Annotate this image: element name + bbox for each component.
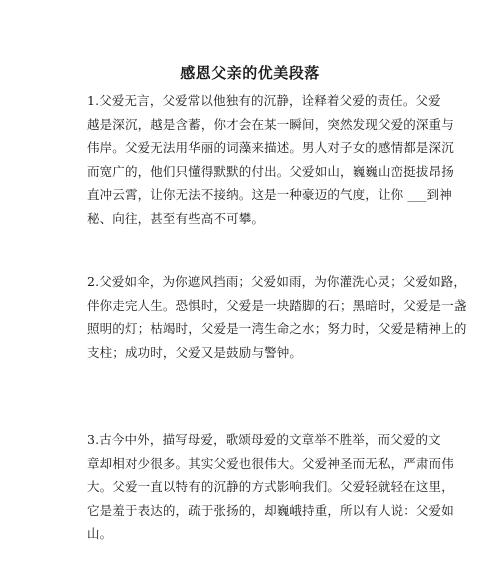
paragraph-line: 1.父爱无言，父爱常以他独有的沉静，诠释着父爱的责任。父爱 bbox=[87, 93, 441, 108]
paragraph-line: 支柱；成功时，父爱又是鼓励与警钟。 bbox=[87, 344, 303, 360]
paragraph-line: 而宽广的，他们只懂得默默的付出。父爱如山，巍巍山峦挺拔昂扬 bbox=[87, 163, 454, 179]
paragraph-line: 2.父爱如伞，为你遮风挡雨；父爱如雨，为你灌洗心灵；父爱如路， bbox=[87, 274, 467, 289]
paragraph-line: 山。 bbox=[87, 526, 113, 541]
paragraph-line: 越是深沉，越是含蓄，你才会在某一瞬间，突然发现父爱的深重与 bbox=[87, 116, 454, 132]
paragraph-line: 它是羞于表达的，疏于张扬的，却巍峨持重，所以有人说：父爱如 bbox=[87, 502, 454, 518]
paragraph-line: 3.古今中外，描写母爱，歌颂母爱的文章举不胜举，而父爱的文 bbox=[87, 432, 441, 447]
paragraph-line: 直冲云霄，让你无法不接纳。这是一种豪迈的气度，让你 ___到神 bbox=[87, 187, 452, 202]
paragraph-3 bbox=[87, 428, 454, 546]
paragraph-line: 大。父爱一直以特有的沉静的方式影响我们。父爱轻就轻在这里， bbox=[87, 479, 454, 494]
paragraph-line: 章却相对少很多。其实父爱也很伟大。父爱神圣而无私，严肃而伟 bbox=[87, 455, 454, 471]
paragraph-line: 伴你走完人生。恐惧时，父爱是一块踏脚的石；黑暗时，父爱是一盏 bbox=[87, 297, 467, 313]
paragraph-line: 照明的灯；枯竭时，父爱是一湾生命之水；努力时，父爱是精神上的 bbox=[87, 321, 467, 336]
paragraph-line: 秘、向往，甚至有些高不可攀。 bbox=[87, 210, 265, 226]
paragraph-2 bbox=[87, 270, 467, 364]
paragraph-line: 伟岸。父爱无法用华丽的词藻来描述。男人对子女的感情都是深沉 bbox=[87, 140, 454, 155]
document-title: 感恩父亲的优美段落 bbox=[180, 64, 320, 82]
paragraph-1 bbox=[87, 89, 454, 230]
